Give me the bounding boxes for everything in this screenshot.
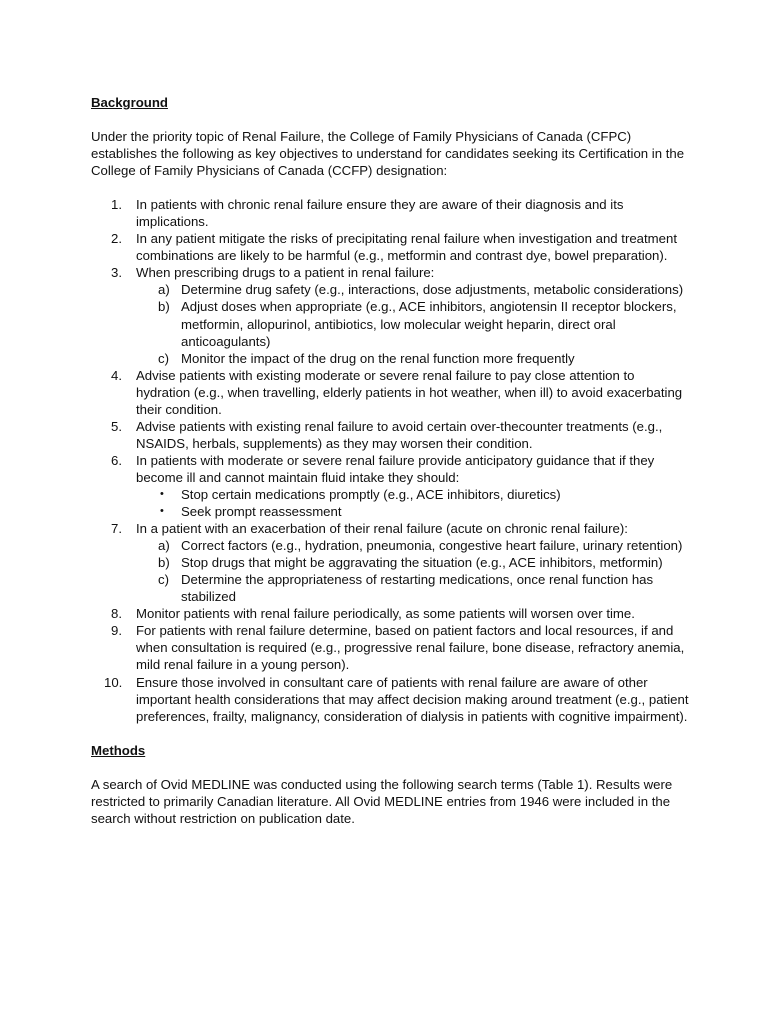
objective-item [91, 196, 691, 230]
item-text: For patients with renal failure determine, based on patient factors and local resources, if and when consultation is required (e.g., progressive renal failure, bone disease, refractory anemia, mild renal failure in a young person). [136, 623, 685, 673]
bullet-item [136, 486, 691, 503]
item-number: 5. [111, 418, 122, 434]
sub-item-text: Correct factors (e.g., hydration, pneumonia, congestive heart failure, urinary retention) [181, 538, 683, 554]
item-text: In patients with chronic renal failure ensure they are aware of their diagnosis and its implications. [136, 197, 624, 230]
sub-item-letter: c) [158, 350, 169, 366]
item-number: 4. [111, 367, 122, 383]
objective-item [91, 418, 691, 452]
spacer [91, 759, 691, 776]
spacer [91, 111, 691, 128]
item-number: 7. [111, 521, 122, 537]
objective-item [91, 230, 691, 264]
methods-heading: Methods [91, 742, 146, 758]
item-number: 2. [111, 231, 122, 247]
item-number: 1. [111, 197, 122, 213]
item-text: Advise patients with existing moderate or severe renal failure to pay close attention to hydration (e.g., when travelling, elderly patients in hot weather, when ill) to avoid exacerbating their condition. [136, 367, 683, 417]
bullet-list [136, 486, 691, 520]
bullet-item [136, 503, 691, 520]
item-text: In patients with moderate or severe renal failure provide anticipatory guidance that if they become ill and cannot maintain fluid intake they should: [136, 452, 655, 485]
item-text: In any patient mitigate the risks of precipitating renal failure when investigation and treatment combinations are likely to be harmful (e.g., metformin and contrast dye, bowel preparation). [136, 231, 677, 264]
item-number: 8. [111, 606, 122, 622]
sub-item [136, 571, 691, 605]
sub-list [136, 537, 691, 605]
spacer [91, 725, 691, 742]
item-number: 9. [111, 623, 122, 639]
item-number: 3. [111, 265, 122, 281]
sub-item-text: Determine the appropriateness of restarting medications, once renal function has stabilized [181, 572, 654, 605]
bullet-text: Seek prompt reassessment [181, 504, 342, 520]
sub-item [136, 554, 691, 571]
item-text: Advise patients with existing renal failure to avoid certain over-thecounter treatments (e.g., NSAIDS, herbals, supplements) as they may worsen their condition. [136, 418, 663, 451]
document-page [91, 94, 691, 827]
item-text: Ensure those involved in consultant care of patients with renal failure are aware of other important health considerations that may affect decision making around treatment (e.g., patient preferences, frailty, malignancy, consideration of dialysis in patients with cognitive impairment). [136, 674, 689, 724]
sub-item-text: Determine drug safety (e.g., interactions, dose adjustments, metabolic considerations) [181, 282, 684, 298]
sub-item [136, 537, 691, 554]
sub-item-letter: c) [158, 572, 169, 588]
objectives-list [91, 196, 691, 724]
background-heading: Background [91, 95, 168, 110]
objective-item [91, 264, 691, 366]
objective-item [91, 452, 691, 520]
bullet-text: Stop certain medications promptly (e.g., ACE inhibitors, diuretics) [181, 486, 561, 502]
sub-item [136, 281, 691, 298]
sub-item-text: Adjust doses when appropriate (e.g., ACE inhibitors, angiotensin II receptor blockers, metformin, allopurinol, antibiotics, low molecular weight heparin, direct oral anticoagulants) [181, 299, 677, 349]
sub-item-letter: a) [158, 282, 170, 298]
sub-item-letter: a) [158, 538, 170, 554]
objective-item [91, 367, 691, 418]
sub-item-text: Stop drugs that might be aggravating the situation (e.g., ACE inhibitors, metformin) [181, 555, 663, 571]
objective-item [91, 520, 691, 605]
objective-item [91, 674, 691, 725]
spacer [91, 179, 691, 196]
sub-item-letter: b) [158, 299, 170, 315]
bullet-icon: • [160, 487, 164, 500]
item-number: 10. [104, 674, 123, 690]
sub-item [136, 298, 691, 349]
sub-item [136, 350, 691, 367]
item-number: 6. [111, 452, 122, 468]
bullet-icon: • [160, 505, 164, 518]
sub-item-letter: b) [158, 555, 170, 571]
objective-item [91, 605, 691, 622]
item-text: Monitor patients with renal failure periodically, as some patients will worsen over time. [136, 606, 635, 622]
item-text: In a patient with an exacerbation of their renal failure (acute on chronic renal failure): [136, 521, 628, 537]
background-intro: Under the priority topic of Renal Failure, the College of Family Physicians of Canada (CFPC) establishes the following as key objectives to understand for candidates seeking its Certification in the College of Family Physicians of Canada (CCFP) designation: [91, 129, 685, 179]
item-text: When prescribing drugs to a patient in renal failure: [136, 265, 435, 281]
methods-text: A search of Ovid MEDLINE was conducted using the following search terms (Table 1). Results were restricted to primarily Canadian literature. All Ovid MEDLINE entries from 1946 were included in the search without restriction on publication date. [91, 776, 673, 826]
objective-item [91, 622, 691, 673]
sub-list [136, 281, 691, 366]
sub-item-text: Monitor the impact of the drug on the renal function more frequently [181, 350, 575, 366]
